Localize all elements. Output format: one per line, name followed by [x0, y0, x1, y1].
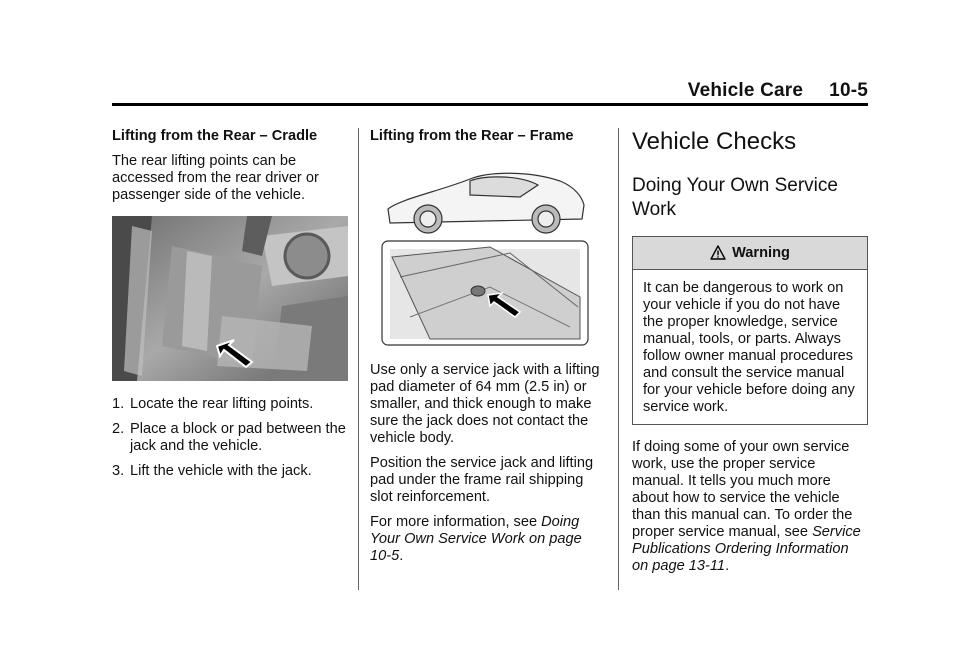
cradle-lift-photo: [112, 216, 348, 381]
car-illustration: [388, 173, 584, 233]
steps-list: [112, 396, 348, 480]
page-number: 10-5: [829, 80, 868, 101]
section-heading-cradle: Lifting from the Rear – Cradle: [112, 128, 318, 144]
section-title-vehicle-checks: Vehicle Checks: [632, 128, 797, 155]
position-paragraph: Position the service jack and lifting pad under the frame rail shipping slot reinforcement.: [370, 455, 594, 505]
intro-paragraph: The rear lifting points can be accessed from the rear driver or passenger side of the vehicle.: [112, 153, 319, 203]
column-right: [632, 128, 868, 583]
header-rule: [112, 103, 868, 106]
column-divider: [358, 128, 359, 590]
column-left: [112, 128, 348, 488]
subsection-title: Doing Your Own Service Work: [632, 175, 838, 220]
list-item: 2. Place a block or pad between the jack and the vehicle.: [112, 421, 346, 454]
warning-text: It can be dangerous to work on your vehicle if you do not have the proper knowledge, service manual, tools, or parts. Always follow owner manual procedures and consult the service manual for your vehicle before doing any service work.: [643, 280, 855, 415]
warning-header: [633, 237, 867, 270]
list-item: 1. Locate the rear lifting points.: [112, 396, 314, 412]
cross-reference-link[interactable]: Doing Your Own Service Work on page 10-5: [370, 514, 582, 564]
list-item: 3. Lift the vehicle with the jack.: [112, 463, 312, 479]
more-info-paragraph: For more information, see Doing Your Own Service Work on page 10-5.: [370, 514, 582, 564]
warning-triangle-icon: [710, 245, 726, 261]
service-manual-paragraph: If doing some of your own service work, use the proper service manual. It tells you much more about how to service the vehicle than this manual can. To order the proper service manual, see Service Publications Ordering Information on page 13-11.: [632, 439, 861, 574]
frame-lift-figure: [370, 157, 606, 352]
running-header: [688, 80, 868, 102]
service-jack-paragraph: Use only a service jack with a lifting pad diameter of 64 mm (2.5 in) or smaller, and thick enough to make sure the jack does not contact the vehicle body.: [370, 362, 600, 446]
warning-label: Warning: [732, 244, 790, 261]
section-heading-frame: Lifting from the Rear – Frame: [370, 128, 574, 144]
frame-lift-illustration: [370, 157, 606, 347]
column-middle: [370, 128, 606, 573]
section-title: Vehicle Care: [687, 80, 804, 101]
warning-box: [632, 236, 868, 425]
cradle-lift-figure: [112, 216, 348, 386]
column-divider: [618, 128, 619, 590]
cross-reference-link[interactable]: Service Publications Ordering Information on page 13-11: [632, 524, 861, 574]
